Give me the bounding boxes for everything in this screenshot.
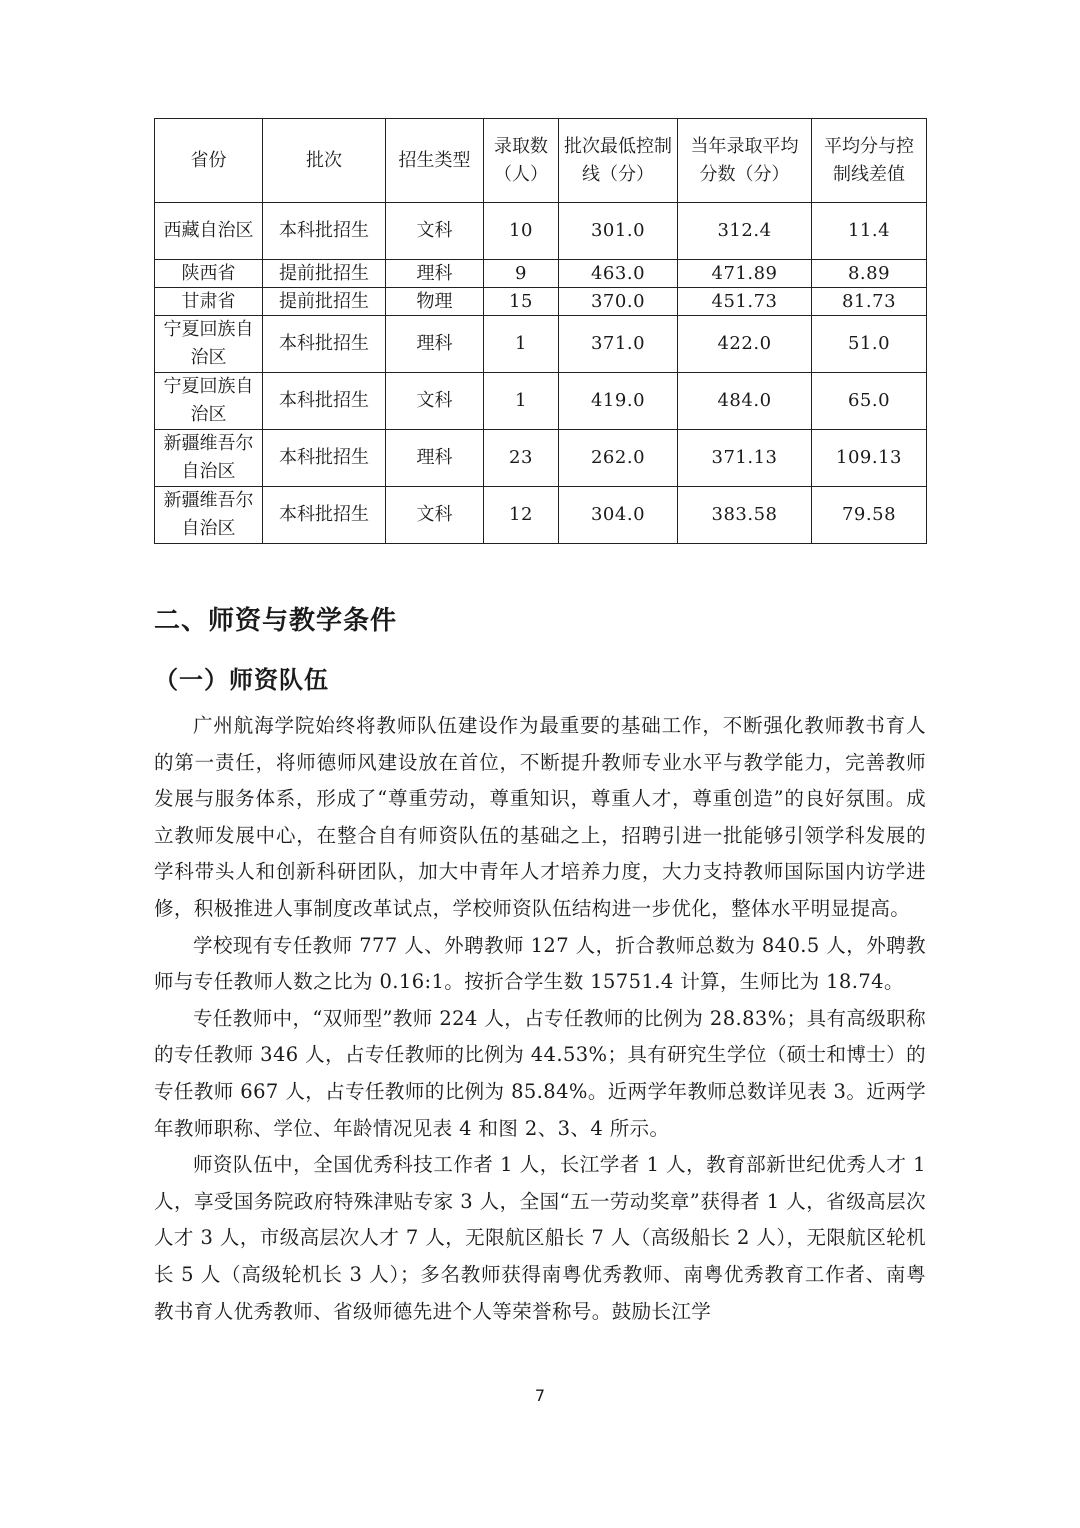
cell-batch: 本科批招生 <box>263 203 386 260</box>
cell-avg: 422.0 <box>678 316 812 373</box>
cell-count: 9 <box>484 260 559 288</box>
cell-count: 12 <box>484 487 559 544</box>
cell-avg: 471.89 <box>678 260 812 288</box>
header-batch: 批次 <box>263 119 386 203</box>
cell-diff: 11.4 <box>812 203 927 260</box>
cell-type: 文科 <box>386 203 484 260</box>
cell-avg: 484.0 <box>678 373 812 430</box>
cell-avg: 312.4 <box>678 203 812 260</box>
cell-diff: 79.58 <box>812 487 927 544</box>
paragraph: 广州航海学院始终将教师队伍建设作为最重要的基础工作，不断强化教师教书育人的第一责任，将师德师风建设放在首位，不断提升教师专业水平与教学能力，完善教师发展与服务体系，形成了“尊重劳动，尊重知识，尊重人才，尊重创造”的良好氛围。成立教师发展中心，在整合自有师资队伍的基础之上，招聘引进一批能够引领学科发展的学科带头人和创新科研团队，加大中青年人才培养力度，大力支持教师国际国内访学进修，积极推进人事制度改革试点，学校师资队伍结构进一步优化，整体水平明显提高。 <box>154 714 926 920</box>
cell-batch: 本科批招生 <box>263 316 386 373</box>
table-row <box>155 316 927 373</box>
header-diff: 平均分与控制线差值 <box>812 119 927 203</box>
cell-diff: 51.0 <box>812 316 927 373</box>
cell-batch: 本科批招生 <box>263 487 386 544</box>
header-count: 录取数（人） <box>484 119 559 203</box>
table-row <box>155 288 927 316</box>
cell-batch: 本科批招生 <box>263 430 386 487</box>
table-row <box>155 203 927 260</box>
cell-min-line: 370.0 <box>559 288 678 316</box>
cell-province: 陕西省 <box>155 260 263 288</box>
admission-table <box>154 118 927 544</box>
subsection-title: （一）师资队伍 <box>154 666 329 694</box>
cell-avg: 383.58 <box>678 487 812 544</box>
paragraph: 学校现有专任教师 777 人、外聘教师 127 人，折合教师总数为 840.5 人，外聘教师与专任教师人数之比为 0.16:1。按折合学生数 15751.4 计算，生师比为 18.74。 <box>154 933 926 994</box>
cell-batch: 提前批招生 <box>263 288 386 316</box>
cell-avg: 371.13 <box>678 430 812 487</box>
cell-province: 新疆维吾尔自治区 <box>155 430 263 487</box>
table-row <box>155 260 927 288</box>
cell-min-line: 262.0 <box>559 430 678 487</box>
cell-min-line: 463.0 <box>559 260 678 288</box>
cell-province: 西藏自治区 <box>155 203 263 260</box>
cell-diff: 8.89 <box>812 260 927 288</box>
header-avg: 当年录取平均分数（分） <box>678 119 812 203</box>
cell-min-line: 304.0 <box>559 487 678 544</box>
section-title: 二、师资与教学条件 <box>154 606 398 636</box>
header-province: 省份 <box>155 119 263 203</box>
header-type: 招生类型 <box>386 119 484 203</box>
table-header-row <box>155 119 927 203</box>
cell-count: 10 <box>484 203 559 260</box>
cell-type: 文科 <box>386 487 484 544</box>
cell-diff: 81.73 <box>812 288 927 316</box>
cell-min-line: 419.0 <box>559 373 678 430</box>
header-min-line: 批次最低控制线（分） <box>559 119 678 203</box>
cell-diff: 109.13 <box>812 430 927 487</box>
cell-type: 理科 <box>386 260 484 288</box>
cell-type: 文科 <box>386 373 484 430</box>
cell-count: 23 <box>484 430 559 487</box>
paragraph: 师资队伍中，全国优秀科技工作者 1 人，长江学者 1 人，教育部新世纪优秀人才 1 人，享受国务院政府特殊津贴专家 3 人，全国“五一劳动奖章”获得者 1 人，省级高层次人才 3 人，市级高层次人才 7 人，无限航区船长 7 人（高级船长 2 人），无限航区轮机长 5 人（高级轮机长 3 人）；多名教师获得南粤优秀教师、南粤优秀教育工作者、南粤教书育人优秀教师、省级师德先进个人等荣誉称号。鼓励长江学 <box>154 1153 926 1323</box>
cell-diff: 65.0 <box>812 373 927 430</box>
cell-min-line: 371.0 <box>559 316 678 373</box>
table-row <box>155 373 927 430</box>
table-row <box>155 487 927 544</box>
cell-type: 物理 <box>386 288 484 316</box>
cell-province: 新疆维吾尔自治区 <box>155 487 263 544</box>
paragraph: 专任教师中，“双师型”教师 224 人，占专任教师的比例为 28.83%；具有高级职称的专任教师 346 人，占专任教师的比例为 44.53%；具有研究生学位（硕士和博士）的专任教师 667 人，占专任教师的比例为 85.84%。近两学年教师总数详见表 3。近两学年教师职称、学位、年龄情况见表 4 和图 2、3、4 所示。 <box>154 1006 926 1140</box>
cell-min-line: 301.0 <box>559 203 678 260</box>
cell-avg: 451.73 <box>678 288 812 316</box>
table-row <box>155 430 927 487</box>
cell-batch: 提前批招生 <box>263 260 386 288</box>
cell-batch: 本科批招生 <box>263 373 386 430</box>
body-text <box>154 708 926 1330</box>
cell-province: 宁夏回族自治区 <box>155 373 263 430</box>
cell-count: 1 <box>484 316 559 373</box>
cell-type: 理科 <box>386 430 484 487</box>
cell-type: 理科 <box>386 316 484 373</box>
cell-count: 15 <box>484 288 559 316</box>
cell-province: 宁夏回族自治区 <box>155 316 263 373</box>
cell-province: 甘肃省 <box>155 288 263 316</box>
cell-count: 1 <box>484 373 559 430</box>
page-number: 7 <box>534 1386 546 1405</box>
